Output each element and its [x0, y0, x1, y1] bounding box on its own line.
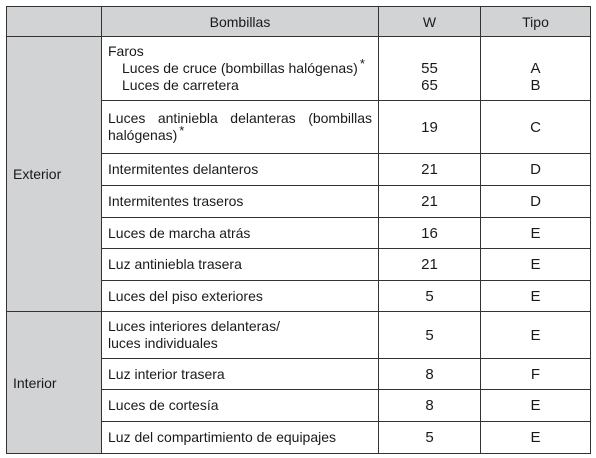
bulb-intermitentes-delanteros: Intermitentes delanteros	[102, 154, 379, 186]
type-faros-sub2: B	[530, 77, 541, 94]
type-interiores-delanteras: E	[481, 312, 591, 359]
bulb-interior-trasera: Luz interior trasera	[102, 359, 379, 390]
bulb-compartimiento-equipajes: Luz del compartimiento de equipajes	[102, 422, 379, 454]
bulb-intermitentes-traseros: Intermitentes traseros	[102, 186, 379, 218]
table-header-row	[7, 7, 591, 37]
footnote-mark: *	[179, 123, 185, 138]
bulb-antiniebla-trasera: Luz antiniebla trasera	[102, 249, 379, 281]
footnote-mark: *	[359, 56, 365, 71]
bulb-spec-table-wrapper	[6, 6, 590, 454]
watts-intermitentes-traseros: 21	[379, 186, 481, 218]
watts-intermitentes-delanteros: 21	[379, 154, 481, 186]
bulb-faros-sub1-label: Luces de cruce (bombillas halógenas)	[122, 60, 358, 76]
bulb-cortesia: Luces de cortesía	[102, 390, 379, 422]
bulb-antiniebla-delanteras	[102, 101, 379, 154]
bulb-faros-sub2: Luces de carretera	[122, 77, 239, 93]
bulb-interiores-delanteras-line1: Luces interiores delanteras/	[108, 318, 280, 334]
type-faros-sub1: A	[530, 60, 541, 77]
header-bulbs: Bombillas	[102, 7, 379, 37]
bulb-piso-exteriores: Luces del piso exteriores	[102, 281, 379, 312]
watts-piso-exteriores: 5	[379, 281, 481, 312]
bulb-antiniebla-delanteras-label: Luces antiniebla delanteras (bombillas halógenas)	[108, 110, 372, 143]
watts-interiores-delanteras: 5	[379, 312, 481, 359]
bulb-faros	[102, 37, 379, 101]
type-interior-trasera: F	[481, 359, 591, 390]
table-row	[7, 37, 591, 101]
type-intermitentes-traseros: D	[481, 186, 591, 218]
type-compartimiento-equipajes: E	[481, 422, 591, 454]
watts-faros-sub1: 55	[421, 60, 438, 77]
header-group	[7, 7, 102, 37]
table-row	[7, 312, 591, 359]
header-type: Tipo	[481, 7, 591, 37]
bulb-spec-table	[6, 6, 591, 454]
type-cortesia: E	[481, 390, 591, 422]
group-exterior: Exterior	[7, 37, 102, 312]
watts-compartimiento-equipajes: 5	[379, 422, 481, 454]
watts-interior-trasera: 8	[379, 359, 481, 390]
type-antiniebla-delanteras: C	[481, 101, 591, 154]
type-piso-exteriores: E	[481, 281, 591, 312]
type-intermitentes-delanteros: D	[481, 154, 591, 186]
group-interior: Interior	[7, 312, 102, 454]
watts-antiniebla-delanteras: 19	[379, 101, 481, 154]
bulb-faros-sub1	[108, 56, 372, 77]
watts-antiniebla-trasera: 21	[379, 249, 481, 281]
watts-faros	[379, 37, 481, 101]
bulb-interiores-delanteras-line2: luces individuales	[108, 335, 218, 351]
type-faros	[481, 37, 591, 101]
bulb-marcha-atras: Luces de marcha atrás	[102, 218, 379, 249]
watts-marcha-atras: 16	[379, 218, 481, 249]
watts-cortesia: 8	[379, 390, 481, 422]
type-antiniebla-trasera: E	[481, 249, 591, 281]
bulb-faros-title: Faros	[108, 43, 144, 59]
type-marcha-atras: E	[481, 218, 591, 249]
bulb-interiores-delanteras	[102, 312, 379, 359]
header-watts: W	[379, 7, 481, 37]
watts-faros-sub2: 65	[421, 77, 438, 94]
